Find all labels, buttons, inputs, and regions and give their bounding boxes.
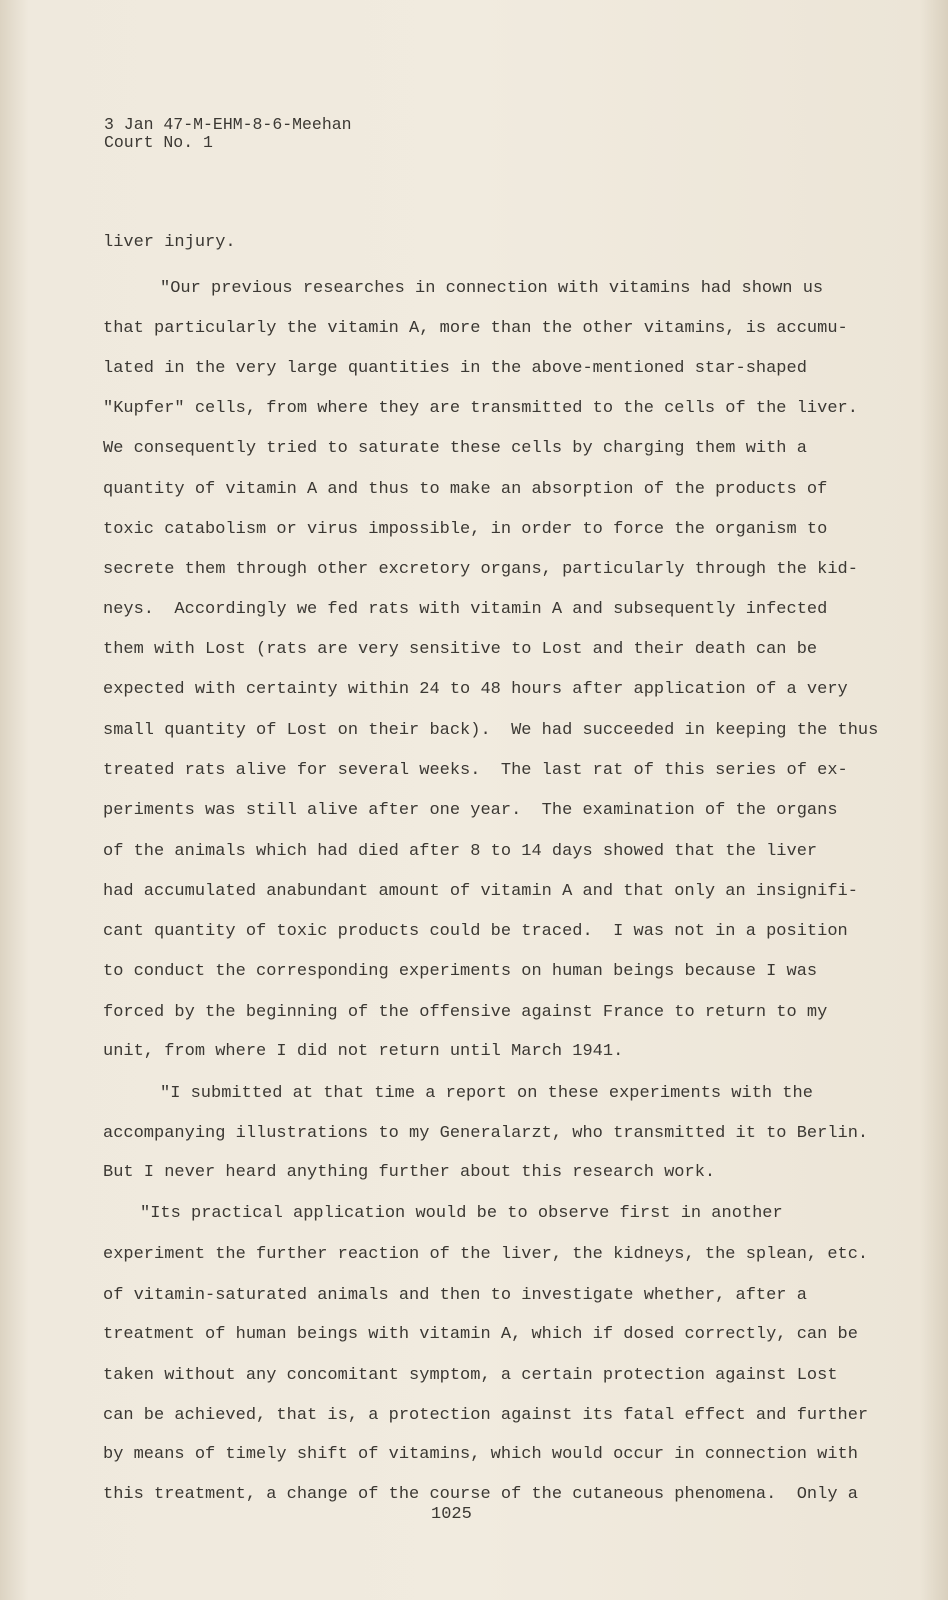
text-line: unit, from where I did not return until March 1941. [103,1042,624,1061]
text-line: to conduct the corresponding experiments on human beings because I was [103,962,818,981]
header-court: Court No. 1 [104,133,213,152]
text-line: periments was still alive after one year. The examination of the organs [103,801,838,820]
text-line: that particularly the vitamin A, more than the other vitamins, is accumu- [103,319,848,338]
text-line: We consequently tried to saturate these cells by charging them with a [103,439,807,458]
text-line: lated in the very large quantities in the above-mentioned star-shaped [103,359,807,378]
text-line: this treatment, a change of the course of the cutaneous phenomena. Only a [103,1485,858,1504]
text-line: neys. Accordingly we fed rats with vitamin A and subsequently infected [103,600,828,619]
text-line: quantity of vitamin A and thus to make an absorption of the products of [103,480,828,499]
header-reference: 3 Jan 47-M-EHM-8-6-Meehan [104,115,352,134]
text-line: secrete them through other excretory organs, particularly through the kid- [103,560,858,579]
text-line: "Kupfer" cells, from where they are transmitted to the cells of the liver. [103,399,858,418]
text-line: can be achieved, that is, a protection against its fatal effect and further [103,1406,869,1425]
text-line: toxic catabolism or virus impossible, in order to force the organism to [103,520,828,539]
text-line: taken without any concomitant symptom, a certain protection against Lost [103,1366,838,1385]
text-line: But I never heard anything further about this research work. [103,1163,716,1182]
text-line: treated rats alive for several weeks. The last rat of this series of ex- [103,761,848,780]
text-line: by means of timely shift of vitamins, which would occur in connection with [103,1445,858,1464]
text-line: of vitamin-saturated animals and then to investigate whether, after a [103,1286,807,1305]
text-line: accompanying illustrations to my Generalarzt, who transmitted it to Berlin. [103,1124,869,1143]
text-line: cant quantity of toxic products could be traced. I was not in a position [103,922,848,941]
text-line: "Its practical application would be to observe first in another [140,1204,783,1223]
text-line: small quantity of Lost on their back). We had succeeded in keeping the thus [103,721,879,740]
text-line: forced by the beginning of the offensive against France to return to my [103,1003,828,1022]
text-line: experiment the further reaction of the liver, the kidneys, the splean, etc. [103,1245,869,1264]
text-line: treatment of human beings with vitamin A, which if dosed correctly, can be [103,1325,858,1344]
text-line: liver injury. [103,233,236,252]
page-number: 1025 [431,1505,472,1524]
text-line: of the animals which had died after 8 to 14 days showed that the liver [103,842,818,861]
text-line: "Our previous researches in connection with vitamins had shown us [160,279,824,298]
text-line: expected with certainty within 24 to 48 hours after application of a very [103,680,848,699]
text-line: had accumulated anabundant amount of vitamin A and that only an insignifi- [103,882,858,901]
text-line: "I submitted at that time a report on these experiments with the [160,1084,813,1103]
text-line: them with Lost (rats are very sensitive to Lost and their death can be [103,640,818,659]
